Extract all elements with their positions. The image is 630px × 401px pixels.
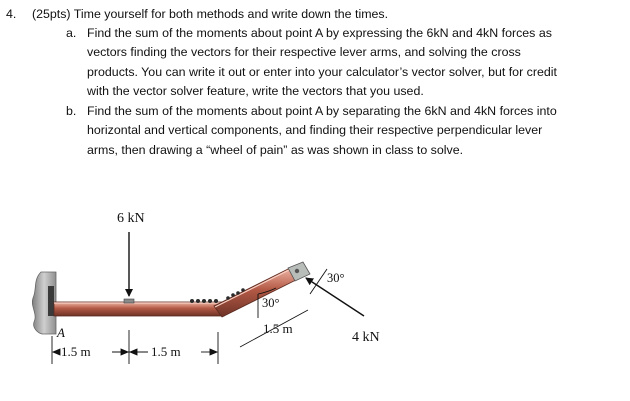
horizontal-beam — [54, 299, 224, 316]
inclined-beam — [214, 267, 298, 317]
wall-support — [32, 272, 56, 334]
part-a-line: Find the sum of the moments about point A by expressing the 6kN and 4kN forces as — [87, 26, 552, 40]
part-a-line: vectors finding the vectors for their respective lever arms, and solving the cross — [87, 45, 521, 60]
force-6kn-label: 6 kN — [117, 211, 145, 226]
part-b-line: Find the sum of the moments about point A by separating the 6kN and 4kN forces into — [87, 104, 557, 118]
part-a-line: products. You can write it out or enter into your calculator’s vector solver, but for credit — [87, 64, 557, 79]
question-header: (25pts) Time yourself for both methods and write down the times. — [32, 7, 389, 21]
part-b-line: horizontal and vertical components, and finding their respective perpendicular lever — [87, 123, 543, 138]
part-a-label: a. — [66, 26, 77, 40]
point-a-label: A — [57, 325, 65, 340]
part-b-label: b. — [66, 104, 77, 118]
part-a-line: with the vector solver feature, write the vectors that you used. — [87, 84, 424, 99]
part-b-line: arms, then drawing a “wheel of pain” as was shown in class to solve. — [87, 142, 464, 157]
dim-inclined-label: 1.5 m — [263, 321, 293, 336]
dim-1-label: 1.5 m — [61, 344, 91, 359]
dim-2-label: 1.5 m — [151, 344, 181, 359]
angle-force-label: 30° — [327, 271, 345, 285]
force-4kn-label: 4 kN — [352, 330, 380, 345]
question-number: 4. — [6, 7, 17, 21]
angle-beam-label: 30° — [262, 296, 280, 310]
